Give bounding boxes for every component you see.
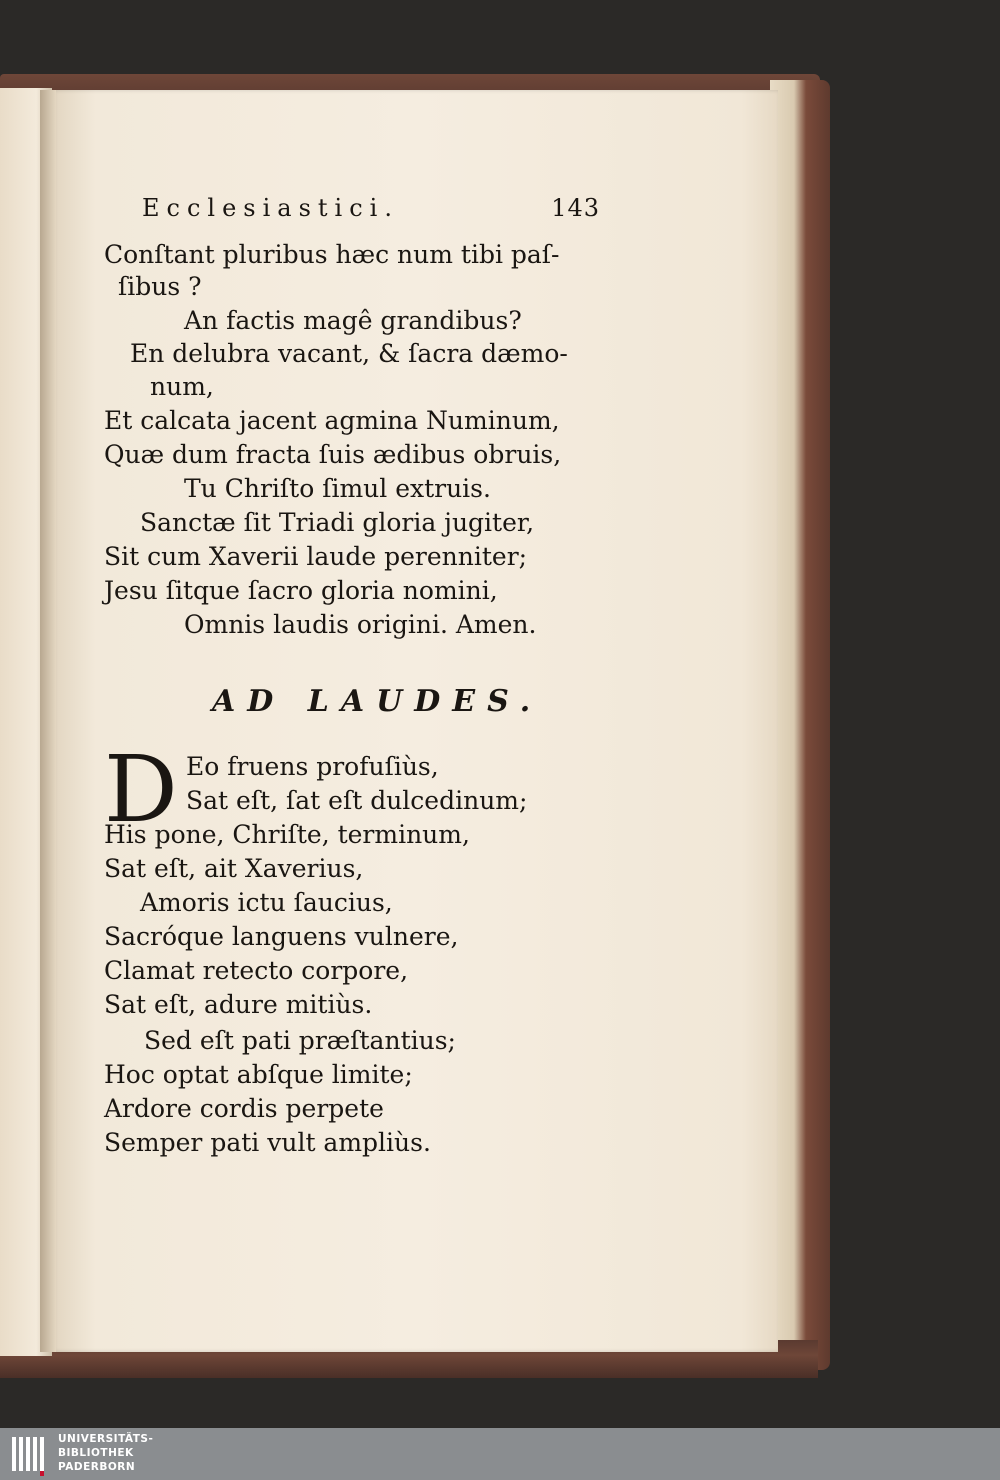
laudes-line: His pone, Chriſte, terminum, xyxy=(104,820,470,849)
laudes-line: Semper pati vult ampliùs. xyxy=(104,1128,431,1157)
hymn-line: Sit cum Xaverii laude perenniter; xyxy=(104,542,528,571)
laudes-line: Sat eſt, ſat eſt dulcedinum; xyxy=(186,786,528,815)
laudes-line: Eo fruens profuſiùs, xyxy=(186,752,439,781)
logo-line: UNIVERSITÄTS- xyxy=(58,1433,154,1445)
hymn-line: Tu Chriſto ſimul extruis. xyxy=(184,474,491,503)
book-cover-right-edge xyxy=(770,80,830,1370)
page-number: 143 xyxy=(551,194,600,222)
laudes-line: Hoc optat abſque limite; xyxy=(104,1060,413,1089)
drop-cap: D xyxy=(104,736,178,843)
logo-line: BIBLIOTHEK xyxy=(58,1447,134,1459)
hymn-line: Sanctæ ſit Triadi gloria jugiter, xyxy=(140,508,535,537)
hymn-line: En delubra vacant, & ſacra dæmo- xyxy=(130,339,568,368)
laudes-line: Ardore cordis perpete xyxy=(104,1094,384,1123)
laudes-line: Sat eſt, adure mitiùs. xyxy=(104,990,373,1019)
page-gutter xyxy=(40,90,56,1352)
laudes-line: Sacróque languens vulnere, xyxy=(104,922,459,951)
hymn-line: An factis magê grandibus? xyxy=(184,306,522,335)
section-title: AD LAUDES. xyxy=(212,684,543,719)
hymn-line: Et calcata jacent agmina Numinum, xyxy=(104,406,560,435)
running-header xyxy=(142,194,600,222)
hymn-line: Jesu ſitque ſacro gloria nomini, xyxy=(104,576,498,605)
hymn-line: ſibus ? xyxy=(118,272,202,301)
library-logo-text xyxy=(58,1432,153,1474)
hymn-line: Omnis laudis origini. Amen. xyxy=(184,610,537,639)
logo-line: PADERBORN xyxy=(58,1461,136,1473)
laudes-line: Sat eſt, ait Xaverius, xyxy=(104,854,364,883)
hymn-line: Quæ dum fracta ſuis ædibus obruis, xyxy=(104,440,562,469)
laudes-line: Sed eſt pati præſtantius; xyxy=(144,1026,456,1055)
hymn-line: num, xyxy=(150,372,214,401)
library-logo-icon xyxy=(10,1433,48,1477)
laudes-line: Amoris ictu ſaucius, xyxy=(140,888,393,917)
running-title: Ecclesiastici. xyxy=(142,194,399,222)
laudes-line: Clamat retecto corpore, xyxy=(104,956,409,985)
hymn-line: Conſtant pluribus hæc num tibi paſ- xyxy=(104,240,560,269)
